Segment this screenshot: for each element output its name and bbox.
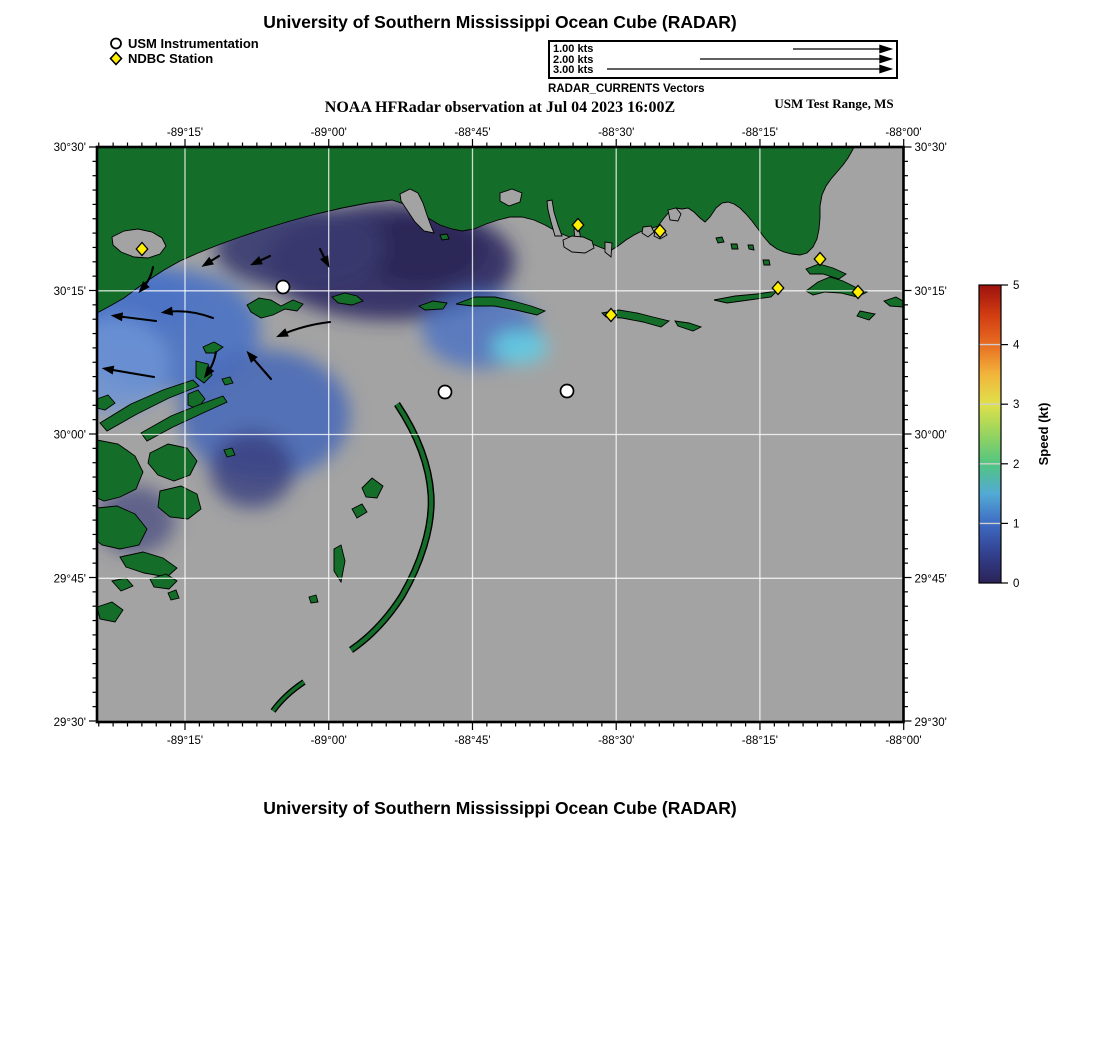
symbol-legend	[108, 36, 259, 66]
colorbar-gradient	[979, 285, 1001, 583]
colorbar-tick-label: 0	[1013, 578, 1020, 590]
legend-ndbc-label: NDBC Station	[128, 51, 214, 66]
colorbar-tick-label: 5	[1013, 280, 1020, 292]
y-axis-label-left: 29°30'	[53, 717, 86, 729]
legend-ndbc-row	[108, 51, 259, 66]
colorbar-tick-label: 3	[1013, 399, 1020, 412]
x-axis-label-top: -89°00'	[310, 127, 347, 139]
x-axis-label-top: -88°15'	[741, 127, 779, 139]
legend-usm-row	[108, 36, 259, 51]
vector-scale-arrowhead	[879, 65, 893, 74]
x-axis-label-bottom: -88°15'	[741, 735, 779, 747]
x-axis-label-top: -88°45'	[454, 127, 491, 139]
vector-scale-arrowhead	[879, 45, 893, 54]
x-axis-label-bottom: -89°00'	[310, 735, 347, 747]
x-axis-label-top: -88°30'	[598, 127, 635, 139]
ndbc-diamond-icon	[108, 51, 124, 66]
vector-scale-3kt: 3.00 kts	[553, 64, 594, 76]
x-axis-label-bottom: -88°00'	[885, 735, 922, 747]
colorbar-tick-label: 2	[1013, 458, 1020, 471]
legend-usm-label: USM Instrumentation	[128, 36, 259, 51]
y-axis-label-right: 29°30'	[914, 717, 947, 729]
colorbar-title: Speed (kt)	[1036, 402, 1051, 466]
vector-caption: RADAR_CURRENTS Vectors	[548, 83, 705, 95]
vector-scale-1kt: 1.00 kts	[553, 43, 594, 55]
speed-field-blob	[210, 432, 294, 508]
y-axis-label-right: 30°00'	[914, 429, 947, 442]
map-plot	[0, 115, 1100, 770]
y-axis-label-left: 30°15'	[53, 285, 86, 298]
y-axis-label-left: 29°45'	[53, 573, 86, 586]
usm-circle-icon	[108, 36, 124, 51]
vector-scale-box	[548, 40, 898, 79]
region-label: USM Test Range, MS	[774, 96, 894, 111]
usm-station-marker	[561, 385, 574, 398]
y-axis-label-left: 30°30'	[53, 142, 86, 154]
vector-scale-arrowhead	[879, 55, 893, 64]
speed-field-blob	[492, 330, 548, 364]
y-axis-label-right: 30°15'	[914, 285, 947, 298]
x-axis-label-top: -88°00'	[885, 127, 922, 139]
y-axis-label-right: 30°30'	[914, 142, 947, 154]
colorbar-tick-label: 4	[1013, 339, 1020, 352]
x-axis-label-bottom: -88°45'	[454, 735, 491, 747]
colorbar	[979, 280, 1051, 590]
footer-title: University of Southern Mississippi Ocean Cube (RADAR)	[263, 798, 737, 818]
y-axis-label-right: 29°45'	[914, 573, 947, 586]
x-axis-label-bottom: -88°30'	[598, 735, 635, 747]
observation-subtitle: NOAA HFRadar observation at Jul 04 2023 16:00Z	[324, 99, 676, 116]
x-axis-label-bottom: -89°15'	[166, 735, 204, 747]
usm-station-marker	[277, 281, 290, 294]
colorbar-tick-label: 1	[1013, 518, 1020, 531]
x-axis-label-top: -89°15'	[166, 127, 204, 139]
vector-scale-2kt: 2.00 kts	[553, 53, 594, 66]
page-title: University of Southern Mississippi Ocean Cube (RADAR)	[263, 12, 737, 32]
usm-station-marker	[439, 386, 452, 399]
y-axis-label-left: 30°00'	[53, 429, 86, 442]
vector-scale-arrows	[550, 42, 896, 77]
